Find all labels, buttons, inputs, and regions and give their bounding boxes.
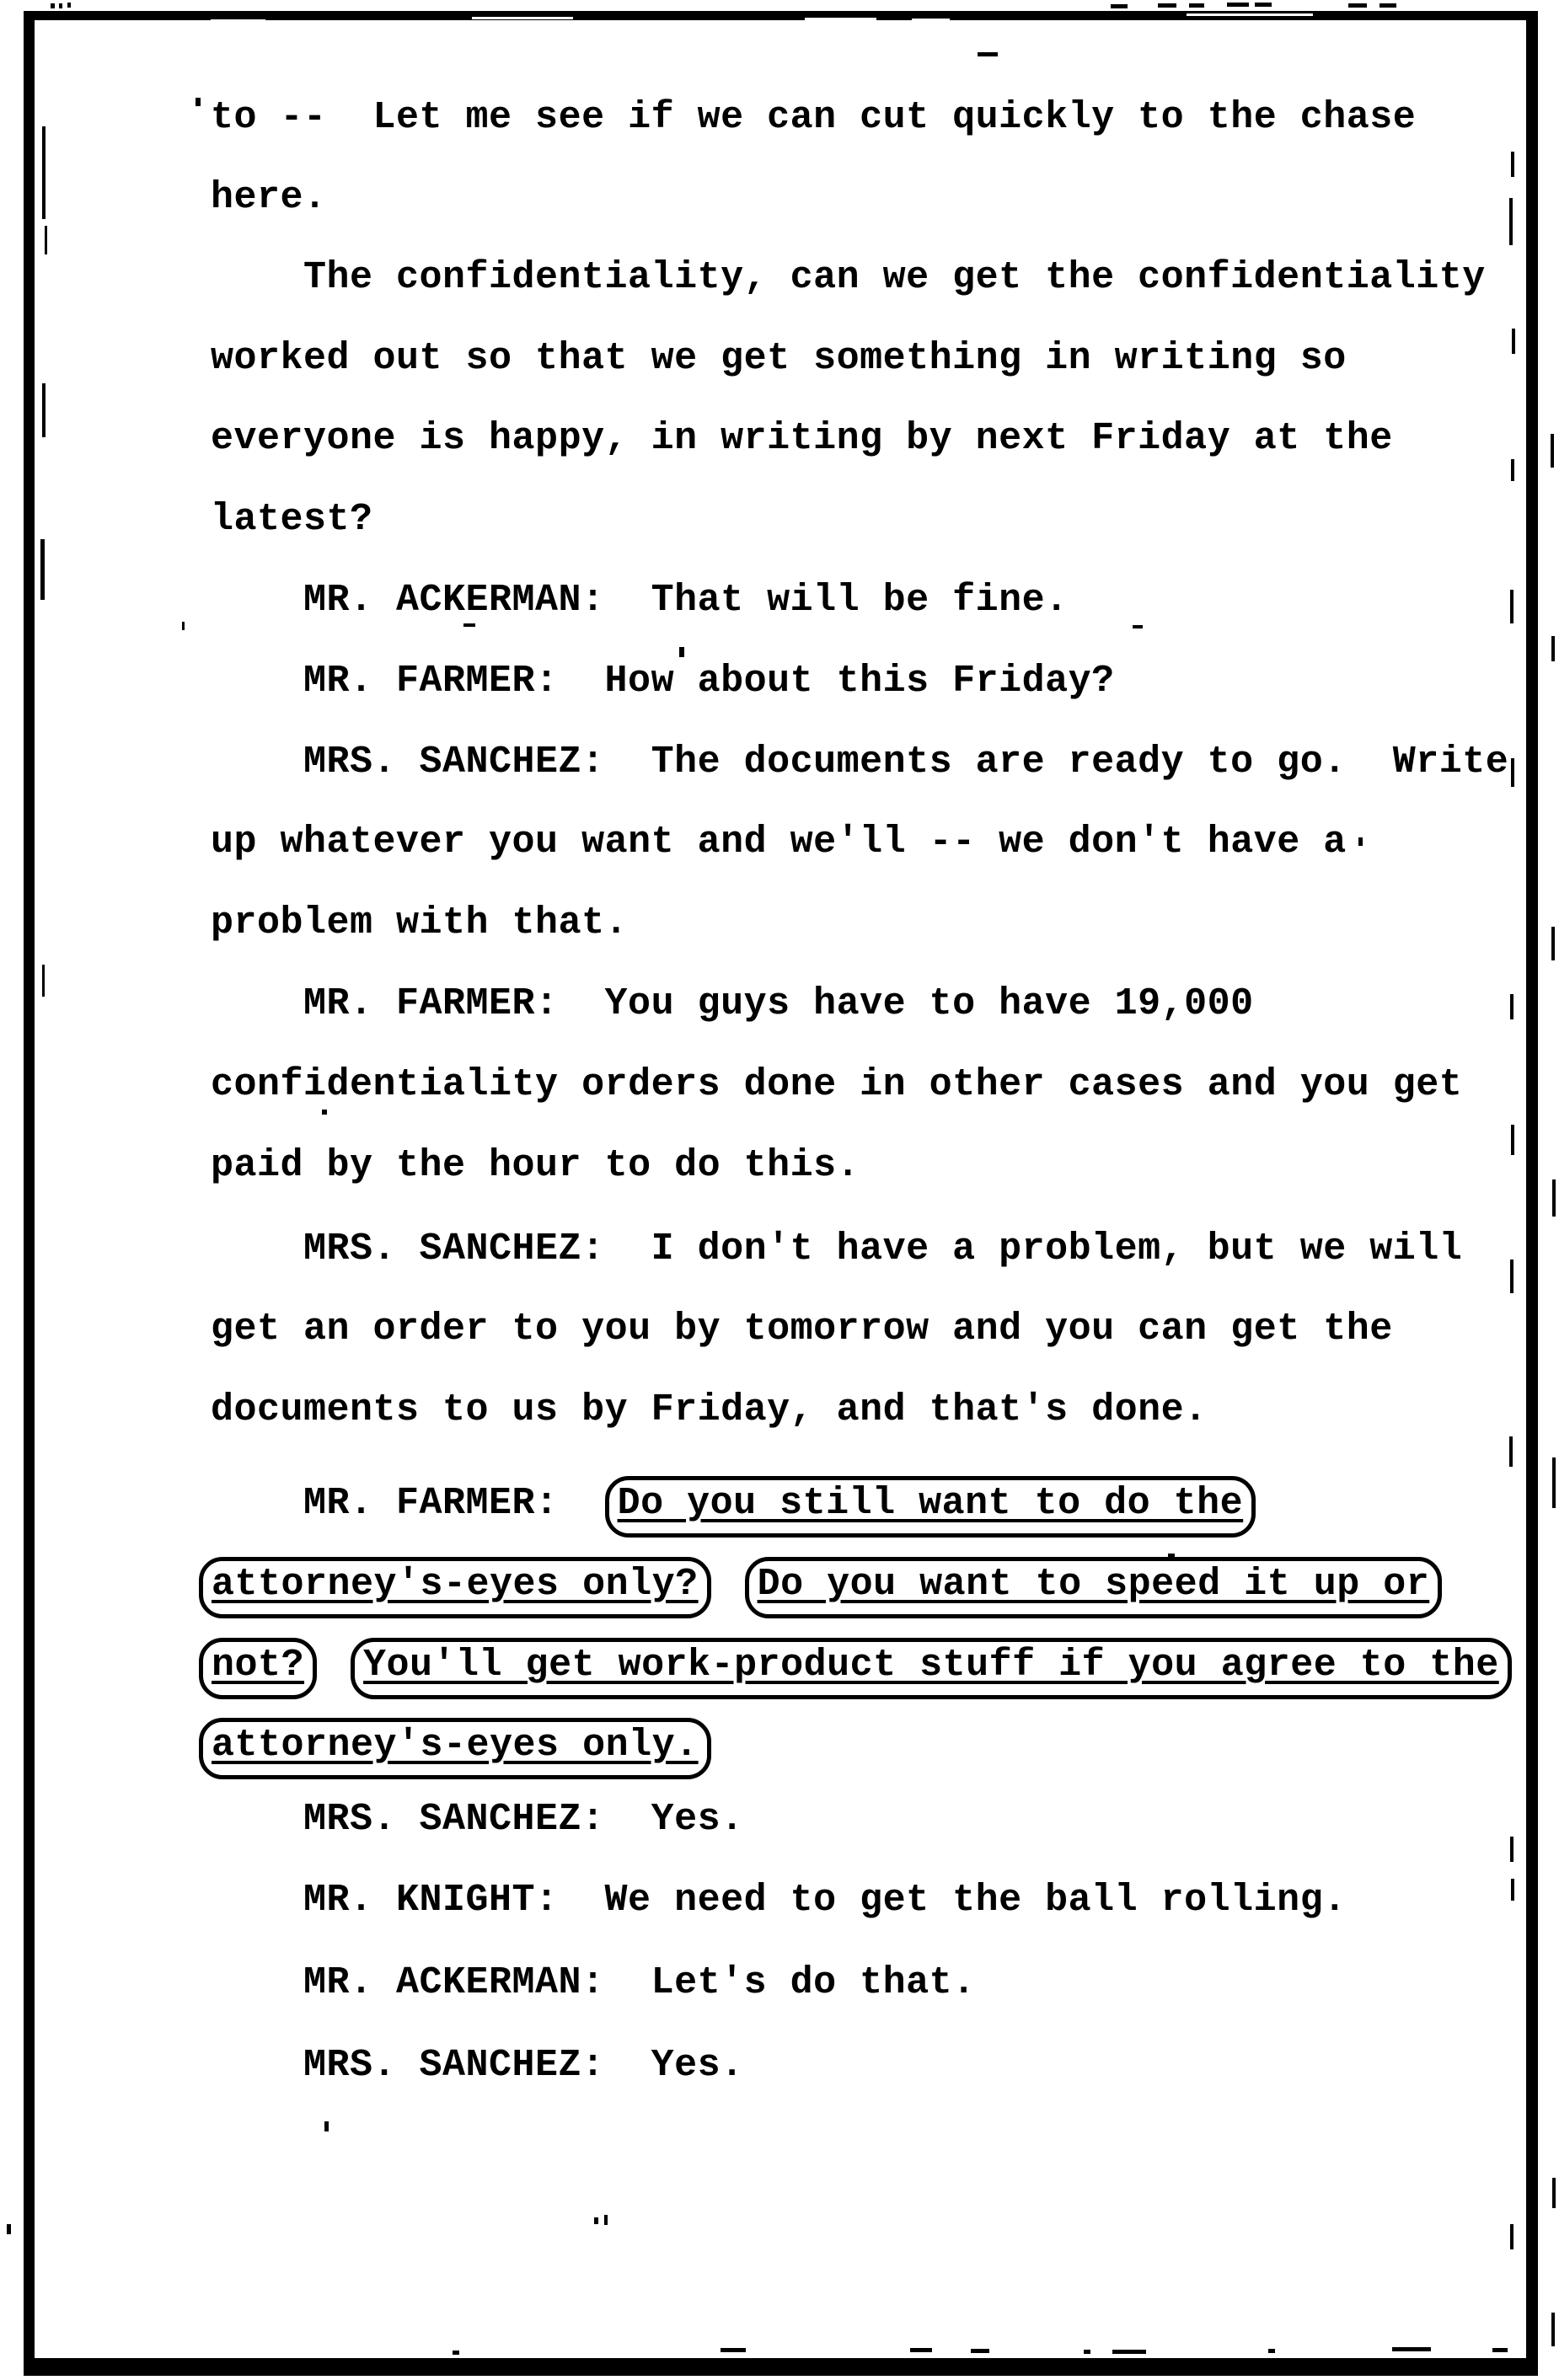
scan-artifact (463, 623, 475, 627)
scan-artifact (472, 17, 573, 19)
scan-artifact (1358, 837, 1363, 846)
scan-artifact (1551, 636, 1555, 661)
scan-artifact (912, 19, 950, 22)
scan-artifact (1511, 459, 1514, 481)
scan-artifact (1111, 4, 1128, 8)
line-text: to -- Let me see if we can cut quickly to the chase (211, 96, 1417, 139)
annotation-box: Do you still want to do the (605, 1476, 1256, 1538)
line-text: The confidentiality, can we get the confidentiality (303, 256, 1486, 299)
transcript-line (211, 94, 1416, 142)
scan-artifact (1084, 2350, 1090, 2354)
transcript-line (211, 1062, 1462, 1109)
transcript-line (303, 1226, 1462, 1273)
scan-artifact (1552, 1457, 1556, 1508)
line-text: up whatever you want and we'll -- we don't have a (211, 821, 1347, 864)
transcript-line (303, 254, 1486, 302)
scan-artifact (1112, 2350, 1146, 2354)
line-text: MR. FARMER: You guys have to have 19,000 (303, 982, 1254, 1025)
scan-artifact (679, 647, 684, 657)
line-text: MRS. SANCHEZ: Yes. (303, 2044, 744, 2087)
annotation-box: not? (199, 1638, 317, 1699)
transcript-line (211, 174, 327, 222)
line-text: get an order to you by tomorrow and you can get the (211, 1308, 1393, 1350)
scan-artifact (1189, 3, 1204, 8)
transcript-line (211, 335, 1347, 382)
scan-artifact (42, 383, 46, 437)
line-text: problem with that. (211, 901, 629, 944)
scan-artifact (7, 2224, 11, 2234)
line-text: documents to us by Friday, and that's done. (211, 1388, 1208, 1431)
scan-artifact (1551, 927, 1555, 960)
scan-artifact (1227, 3, 1249, 7)
line-text: MR. KNIGHT: We need to get the ball rolling. (303, 1879, 1347, 1922)
page-border-left (24, 11, 35, 2376)
line-text: MR. ACKERMAN: Let's do that. (303, 1961, 976, 2004)
transcript-line (211, 1387, 1208, 1434)
annotation-box: attorney's-eyes only? (199, 1557, 711, 1618)
scan-artifact (805, 18, 876, 20)
scan-artifact (1133, 625, 1143, 628)
scan-artifact (1551, 434, 1554, 468)
page-border-right (1526, 11, 1538, 2376)
annotation-box: You'll get work-product stuff if you agree to the (351, 1638, 1512, 1699)
transcript-line (303, 577, 1069, 624)
scan-artifact (1255, 3, 1272, 7)
scan-artifact (910, 2348, 932, 2352)
scan-artifact (594, 2217, 598, 2224)
transcript-line (199, 1718, 711, 1765)
scan-artifact (1509, 198, 1513, 245)
line-text: MRS. SANCHEZ: I don't have a problem, but we will (303, 1227, 1463, 1270)
scan-artifact (1511, 152, 1514, 177)
scan-artifact (1348, 3, 1367, 8)
annotation-box: Do you want to speed it up or (745, 1557, 1443, 1618)
transcript-line (303, 1960, 976, 2007)
transcript-line (199, 1638, 1512, 1685)
scan-artifact (453, 2351, 459, 2355)
scan-artifact (1552, 2178, 1556, 2208)
scan-artifact (45, 226, 47, 254)
line-text: MRS. SANCHEZ: The documents are ready to go. Write (303, 741, 1509, 784)
scan-artifact (42, 126, 46, 219)
transcript-line (303, 739, 1508, 786)
scan-artifact (1392, 2347, 1431, 2351)
line-text: worked out so that we get something in writing so (211, 337, 1347, 380)
transcript-line (303, 2042, 744, 2089)
transcript-line (303, 1796, 744, 1843)
transcript-line (303, 981, 1254, 1028)
scan-artifact (42, 965, 45, 997)
transcript-line (211, 496, 373, 543)
scan-artifact (1509, 1436, 1513, 1467)
scan-artifact (1380, 3, 1396, 8)
line-text: confidentiality orders done in other cases and you get (211, 1063, 1463, 1106)
line-text: paid by the hour to do this. (211, 1144, 860, 1187)
transcript-line (303, 1476, 1256, 1523)
line-text: MR. ACKERMAN: That will be fine. (303, 579, 1069, 622)
scan-artifact (1510, 590, 1513, 623)
scan-artifact (1511, 1879, 1514, 1901)
scan-artifact (322, 1110, 327, 1115)
transcript-line (211, 1142, 860, 1190)
annotation-box: attorney's-eyes only. (199, 1718, 711, 1779)
scan-artifact (1168, 1554, 1175, 1559)
line-text: MR. FARMER: How about this Friday? (303, 660, 1115, 703)
transcript-line (211, 819, 1347, 866)
transcript-line (199, 1557, 1442, 1604)
scan-artifact (1551, 2313, 1555, 2346)
scan-artifact (1510, 2224, 1513, 2249)
scan-artifact (1510, 994, 1513, 1019)
transcript-line (303, 1877, 1347, 1924)
transcript-line (211, 900, 628, 947)
scan-artifact (1268, 2349, 1275, 2353)
scan-artifact (1511, 758, 1514, 787)
scan-artifact (1511, 1125, 1514, 1155)
line-text: here. (211, 176, 327, 219)
scan-artifact (1158, 3, 1176, 8)
line-text: everyone is happy, in writing by next Friday at the (211, 417, 1393, 460)
transcript-line (211, 415, 1393, 463)
page-border-bottom (24, 2358, 1538, 2376)
scan-artifact (721, 2348, 746, 2352)
scan-artifact (978, 52, 998, 56)
scan-artifact (59, 3, 62, 8)
scan-artifact (971, 2349, 989, 2353)
scan-artifact (196, 98, 201, 106)
scan-artifact (1512, 329, 1515, 354)
transcript-line (303, 658, 1115, 705)
scan-artifact (1510, 1837, 1513, 1862)
speaker-label: MR. FARMER: (303, 1482, 605, 1525)
transcript-line (211, 1306, 1393, 1353)
scan-artifact (40, 539, 45, 600)
line-text: latest? (211, 498, 373, 541)
scan-artifact (1552, 1179, 1556, 1217)
scan-artifact (51, 3, 55, 8)
scan-artifact (67, 3, 71, 8)
scan-artifact (182, 622, 185, 630)
scan-artifact (604, 2215, 608, 2225)
scan-artifact (1492, 2348, 1508, 2352)
scan-artifact (1510, 1260, 1513, 1293)
scan-artifact (1187, 13, 1313, 16)
scan-artifact (211, 19, 265, 22)
scan-artifact (324, 2121, 329, 2131)
line-text: MRS. SANCHEZ: Yes. (303, 1798, 744, 1841)
